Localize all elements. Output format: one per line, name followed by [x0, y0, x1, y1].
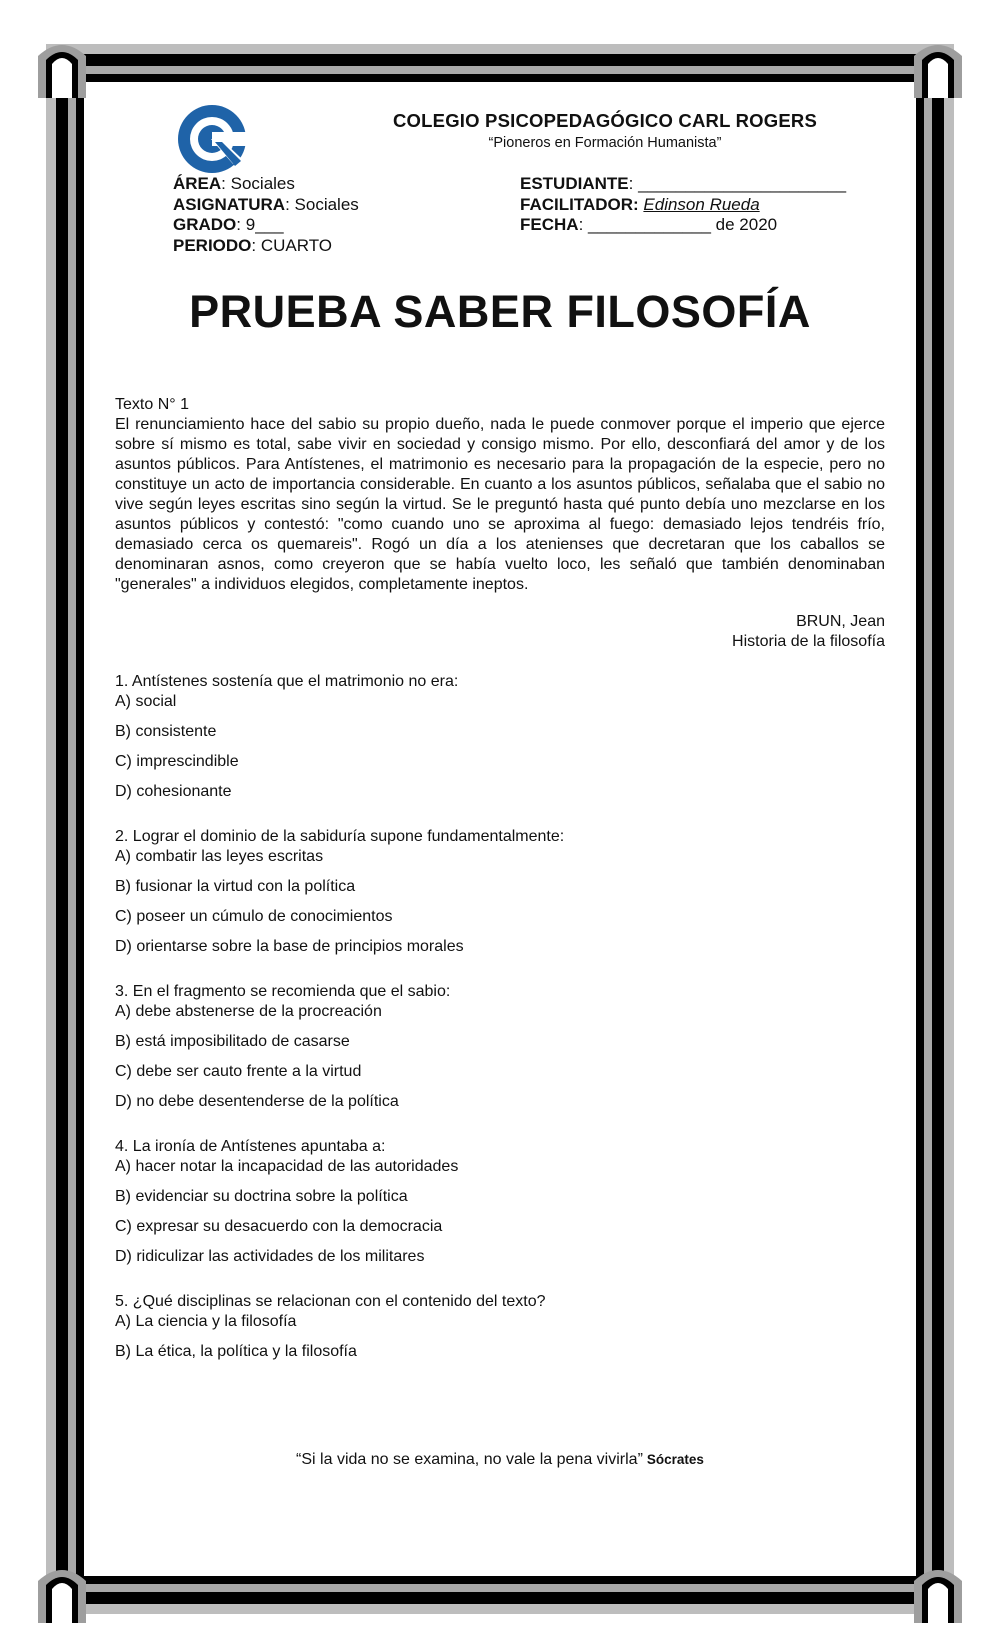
info-student: ESTUDIANTE: ______________________	[520, 174, 847, 193]
question-2	[115, 827, 885, 957]
quote-author: Sócrates	[646, 1452, 704, 1467]
info-periodo: PERIODO: CUARTO	[173, 235, 333, 255]
question-option: B) La ética, la política y la filosofía	[115, 1343, 357, 1360]
question-stem: 3. En el fragmento se recomienda que el sabio:	[115, 983, 451, 1000]
info-facilitator: FACILITADOR: Edinson Rueda	[520, 194, 760, 214]
info-right	[520, 174, 846, 236]
question-1	[115, 672, 885, 802]
info-left	[173, 174, 359, 256]
question-option: A) combatir las leyes escritas	[115, 848, 324, 865]
info-date: FECHA: _____________ de 2020	[520, 215, 778, 234]
question-option: A) La ciencia y la filosofía	[115, 1313, 297, 1330]
question-option: A) debe abstenerse de la procreación	[115, 1003, 382, 1020]
question-stem: 1. Antístenes sostenía que el matrimonio no era:	[115, 673, 459, 690]
question-option: D) no debe desentenderse de la política	[115, 1093, 399, 1110]
text-label: Texto N° 1	[115, 396, 189, 413]
arch-corner-icon	[38, 1563, 86, 1623]
quote-text: “Si la vida no se examina, no vale la pena vivirla”	[296, 1451, 643, 1468]
arch-corner-icon	[38, 38, 86, 98]
question-stem: 2. Lograr el dominio de la sabiduría supone fundamentalmente:	[115, 828, 565, 845]
school-name: COLEGIO PSICOPEDAGÓGICO CARL ROGERS	[393, 110, 817, 131]
question-option: B) evidenciar su doctrina sobre la política	[115, 1188, 408, 1205]
question-option: C) expresar su desacuerdo con la democracia	[115, 1218, 443, 1235]
student-field: ______________________	[638, 174, 847, 193]
question-5	[115, 1292, 885, 1362]
question-option: D) orientarse sobre la base de principios morales	[115, 938, 464, 955]
source-author: BRUN, Jean	[796, 613, 885, 630]
question-option: D) cohesionante	[115, 783, 232, 800]
source-book: Historia de la filosofía	[732, 633, 885, 650]
question-4	[115, 1137, 885, 1267]
question-option: D) ridiculizar las actividades de los militares	[115, 1248, 425, 1265]
question-option: C) debe ser cauto frente a la virtud	[115, 1063, 362, 1080]
info-asignatura: ASIGNATURA: Sociales	[173, 194, 359, 214]
cr-logo-icon	[175, 102, 249, 176]
question-stem: 4. La ironía de Antístenes apuntaba a:	[115, 1138, 386, 1155]
date-field: _____________ de 2020	[588, 215, 778, 234]
school-header	[315, 110, 895, 151]
reading-passage: El renunciamiento hace del sabio su propio dueño, nada le puede conmover porque el imperio que ejerce sobre sí mismo es total, sabe vivir en sociedad y consigo mismo. Por ello, desconfiará del amor y de los asuntos públicos. Para Antístenes, el matrimonio es necesario para la propagación de la especie, pero no constituye un acto de importancia considerable. En cuanto a los asuntos públicos, señalaba que el sabio no vive según leyes escritas sino según la virtud. Se le preguntó hasta qué punto debía uno mezclarse en los asuntos públicos y contestó: "como cuando uno se aproxima al fuego: demasiado lejos tendréis frío, demasiado cerca os quemareis". Rogó un día a los atenienses que decretaran que los caballos se denominaran asnos, como creyeron que se había vuelto loco, les señaló que también denominaban "generales" a individuos elegidos, completamente ineptos.	[115, 416, 885, 593]
footer-quote	[115, 1451, 885, 1469]
page-title: PRUEBA SABER FILOSOFÍA	[189, 286, 811, 337]
questions-list	[115, 672, 885, 1387]
question-option: B) está imposibilitado de casarse	[115, 1033, 350, 1050]
question-option: C) poseer un cúmulo de conocimientos	[115, 908, 393, 925]
info-area: ÁREA: Sociales	[173, 174, 295, 193]
arch-corner-icon	[914, 38, 962, 98]
question-option: B) consistente	[115, 723, 217, 740]
arch-corner-icon	[914, 1563, 962, 1623]
question-option: A) hacer notar la incapacidad de las autoridades	[115, 1158, 459, 1175]
question-option: A) social	[115, 693, 177, 710]
school-motto: “Pioneros en Formación Humanista”	[488, 135, 722, 151]
facilitator-name: Edinson Rueda	[643, 194, 760, 214]
passage-source	[732, 612, 885, 652]
question-option: C) imprescindible	[115, 753, 239, 770]
question-stem: 5. ¿Qué disciplinas se relacionan con el contenido del texto?	[115, 1293, 546, 1310]
info-grado: GRADO: 9___	[173, 215, 284, 234]
question-option: B) fusionar la virtud con la política	[115, 878, 356, 895]
question-3	[115, 982, 885, 1112]
